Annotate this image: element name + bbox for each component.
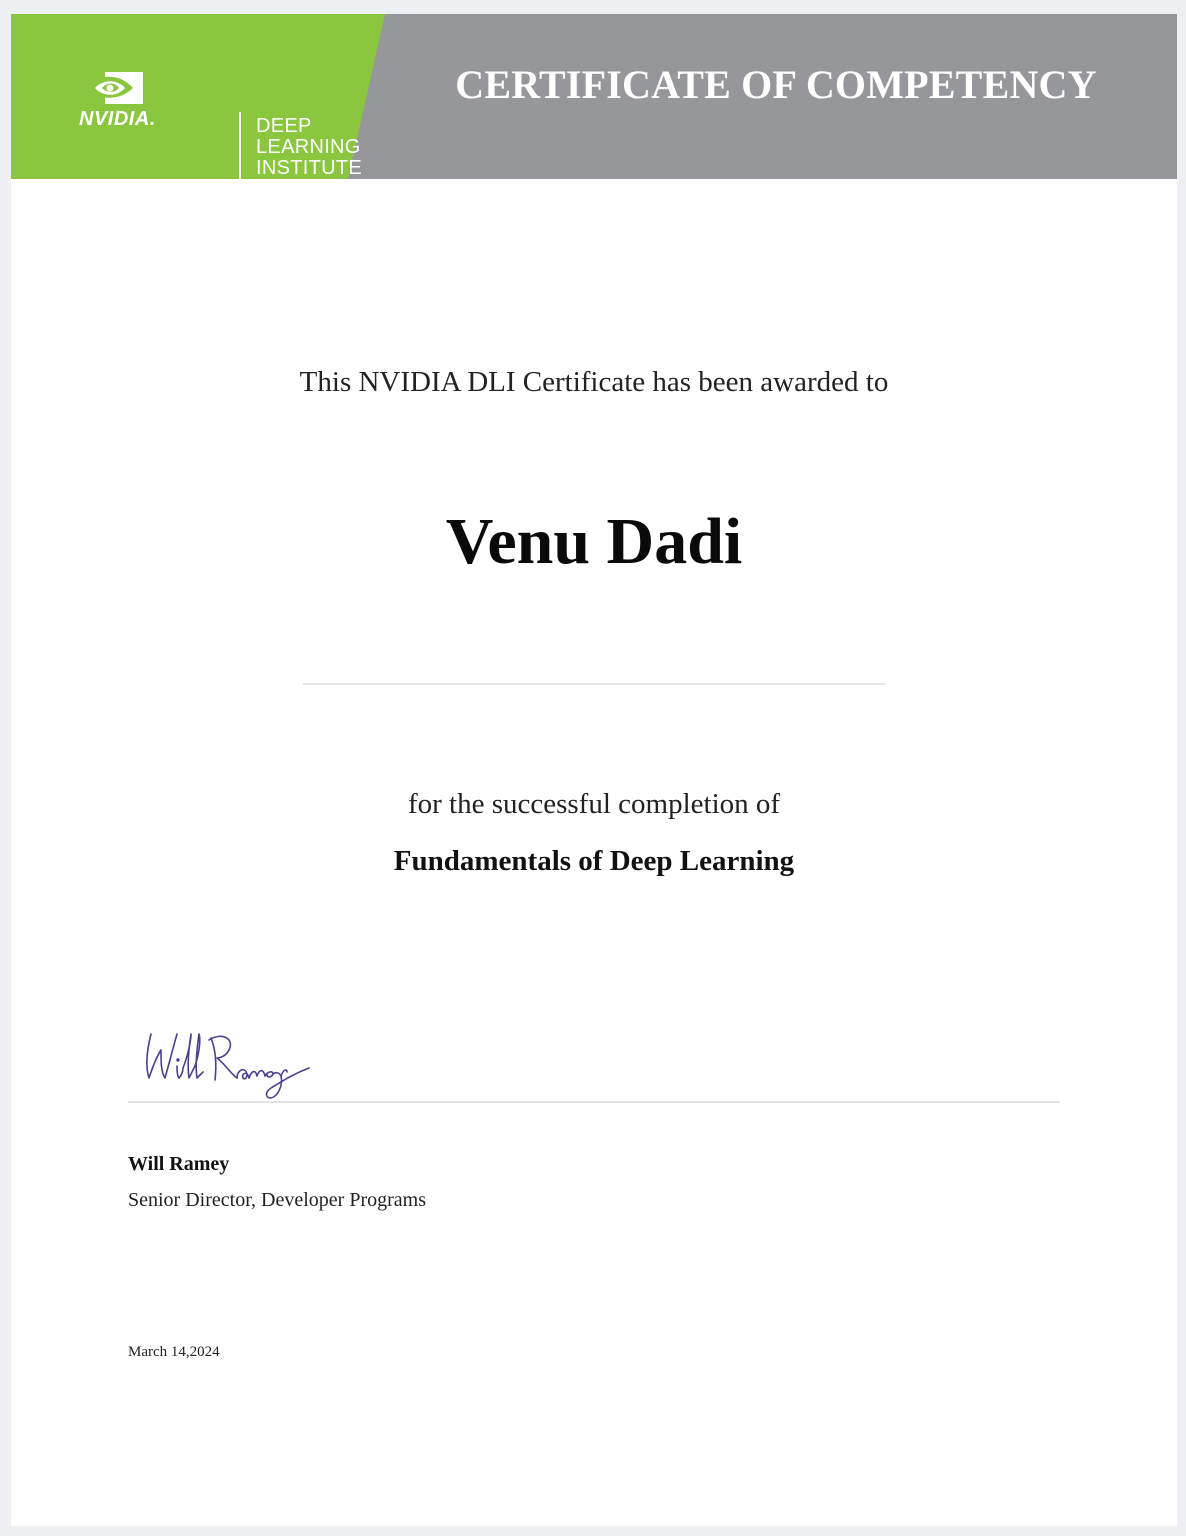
signatory-title: Senior Director, Developer Programs	[128, 1189, 426, 1211]
issue-date: March 14,2024	[128, 1344, 220, 1360]
certificate-header	[11, 14, 1177, 179]
signature-image	[137, 1022, 312, 1102]
dli-line-3: INSTITUTE	[256, 157, 363, 179]
name-divider	[303, 683, 885, 685]
nvidia-eye-icon	[85, 68, 145, 106]
signature-line	[128, 1101, 1060, 1103]
completion-statement: for the successful completion of	[407, 788, 781, 820]
logo-divider	[239, 112, 241, 184]
certificate-page	[11, 14, 1177, 1526]
dli-wordmark	[256, 116, 362, 179]
nvidia-wordmark: NVIDIA.	[79, 108, 156, 130]
dli-line-2: LEARNING	[256, 136, 361, 158]
recipient-name: Venu Dadi	[445, 505, 743, 578]
awarded-statement: This NVIDIA DLI Certificate has been awarded to	[299, 366, 889, 398]
dli-line-1: DEEP	[256, 115, 312, 137]
certificate-title: CERTIFICATE OF COMPETENCY	[455, 62, 1097, 107]
course-name: Fundamentals of Deep Learning	[393, 845, 795, 877]
signatory-name: Will Ramey	[128, 1153, 230, 1175]
